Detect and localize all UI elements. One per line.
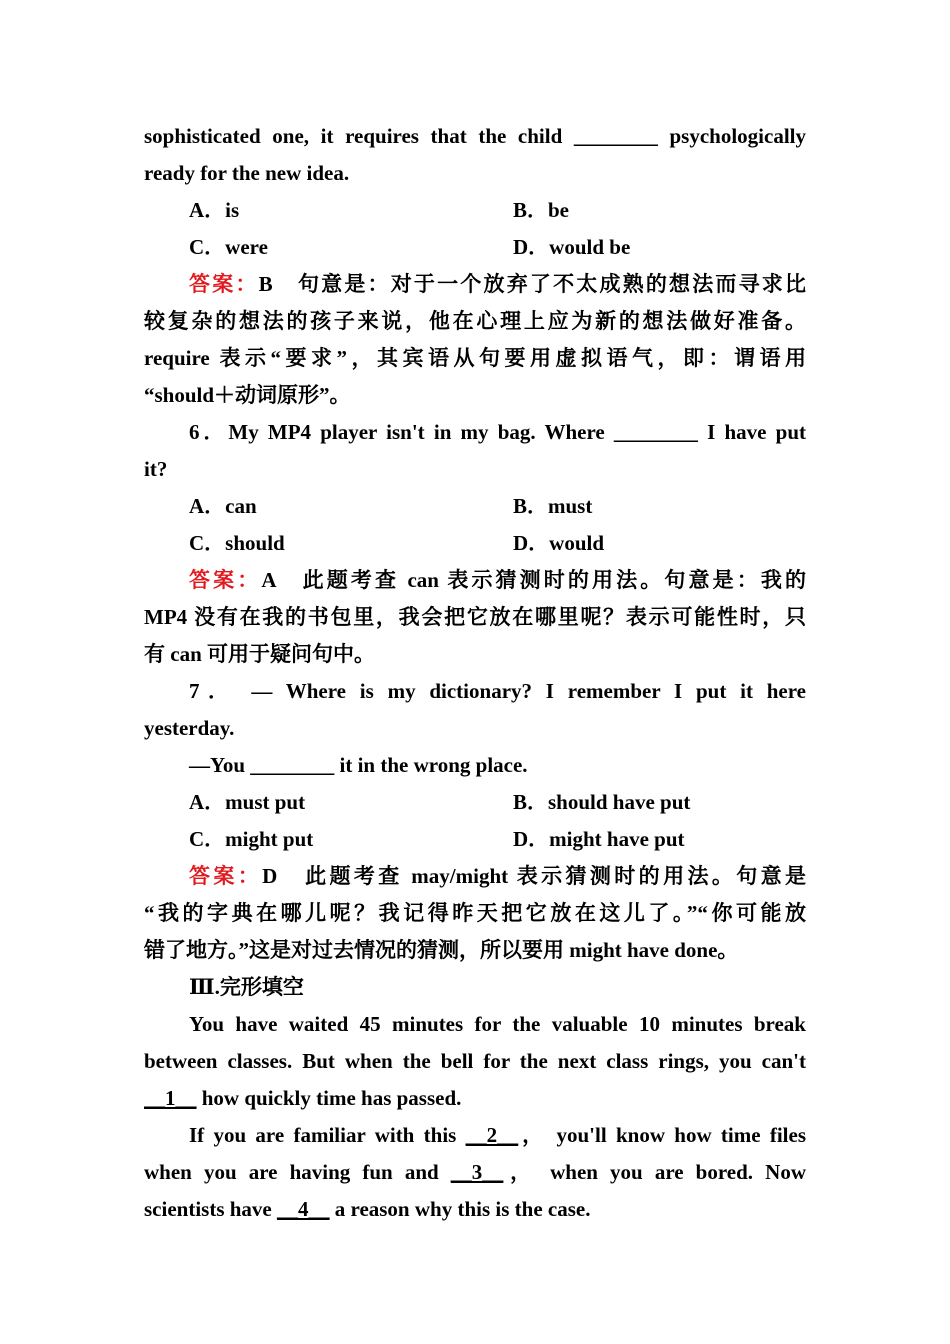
blank-3: __3__ [450, 1160, 504, 1184]
q6-answer-line: MP4 没有在我的书包里，我会把它放在哪里呢？表示可能性时，只 [144, 605, 806, 629]
section-title: Ⅲ.完形填空 [189, 975, 304, 999]
answer-text: D 此题考查 may/might 表示猜测时的用法。句意是 [262, 864, 806, 888]
passage-text: scientists have [144, 1197, 277, 1221]
answer-text: A 此题考查 can 表示猜测时的用法。句意是：我的 [261, 568, 806, 592]
passage-text: ， you'll know how time files [518, 1123, 806, 1147]
q7-option-b: B．should have put [513, 790, 691, 814]
q6-options-row [144, 488, 806, 525]
blank-2: __2__ [465, 1123, 519, 1147]
q5-options-row [144, 192, 806, 229]
q7-stem-line: —You ________ it in the wrong place. [189, 753, 528, 777]
q7-stem-line: yesterday. [144, 716, 235, 740]
q6-options-row [144, 525, 806, 562]
q7-options-row [144, 821, 806, 858]
q7-stem-line: 7． — Where is my dictionary? I remember I put it here [189, 679, 806, 703]
answer-label: 答案： [189, 272, 259, 296]
q5-option-c: C．were [189, 235, 268, 259]
passage-text: If you are familiar with this [189, 1123, 466, 1147]
passage-text: ， when you are bored. Now [503, 1160, 806, 1184]
q5-answer-line: require 表示“要求”，其宾语从句要用虚拟语气，即：谓语用 [144, 346, 806, 370]
passage-line: You have waited 45 minutes for the valuable 10 minutes break [189, 1012, 806, 1036]
q5-answer-line: “should＋动词原形”。 [144, 383, 351, 407]
passage-line [144, 1117, 806, 1154]
q7-option-d: D．might have put [513, 827, 685, 851]
q6-stem-line: 6．My MP4 player isn't in my bag. Where ________ I have put [189, 420, 806, 444]
q7-option-c: C．might put [189, 827, 314, 851]
q5-answer-line: 较复杂的想法的孩子来说，他在心理上应为新的想法做好准备。 [144, 309, 806, 333]
q7-options-row [144, 784, 806, 821]
q7-answer-line [144, 858, 806, 895]
passage-line [144, 1191, 806, 1228]
q5-stem-line: ready for the new idea. [144, 161, 350, 185]
q7-answer-line: 错了地方。”这是对过去情况的猜测，所以要用 might have done。 [144, 938, 739, 962]
q6-stem-line: it? [144, 457, 168, 481]
q7-option-a: A．must put [189, 790, 306, 814]
q7-answer-line: “我的字典在哪儿呢？我记得昨天把它放在这儿了。”“你可能放 [144, 901, 806, 925]
answer-text: B 句意是：对于一个放弃了不太成熟的想法而寻求比 [258, 272, 806, 296]
passage-text: how quickly time has passed. [196, 1086, 462, 1110]
q6-option-a: A．can [189, 494, 257, 518]
passage-line [144, 1080, 806, 1117]
q5-option-d: D．would be [513, 235, 631, 259]
blank-1: __1__ [144, 1086, 197, 1110]
q5-options-row [144, 229, 806, 266]
q5-option-b: B．be [513, 198, 570, 222]
passage-text: when you are having fun and [144, 1160, 451, 1184]
q5-answer-line [144, 266, 806, 303]
passage-text: a reason why this is the case. [329, 1197, 591, 1221]
q6-option-d: D．would [513, 531, 605, 555]
document-page [144, 118, 806, 1228]
answer-label: 答案： [189, 568, 262, 592]
q5-option-a: A．is [189, 198, 240, 222]
passage-line [144, 1154, 806, 1191]
answer-label: 答案： [189, 864, 263, 888]
q6-option-b: B．must [513, 494, 593, 518]
q6-answer-line: 有 can 可用于疑问句中。 [144, 642, 375, 666]
passage-line: between classes. But when the bell for the next class rings, you can't [144, 1049, 806, 1073]
q6-option-c: C．should [189, 531, 285, 555]
blank-4: __4__ [277, 1197, 330, 1221]
q5-stem-line: sophisticated one, it requires that the child ________ psychologically [144, 124, 806, 148]
q6-answer-line [144, 562, 806, 599]
